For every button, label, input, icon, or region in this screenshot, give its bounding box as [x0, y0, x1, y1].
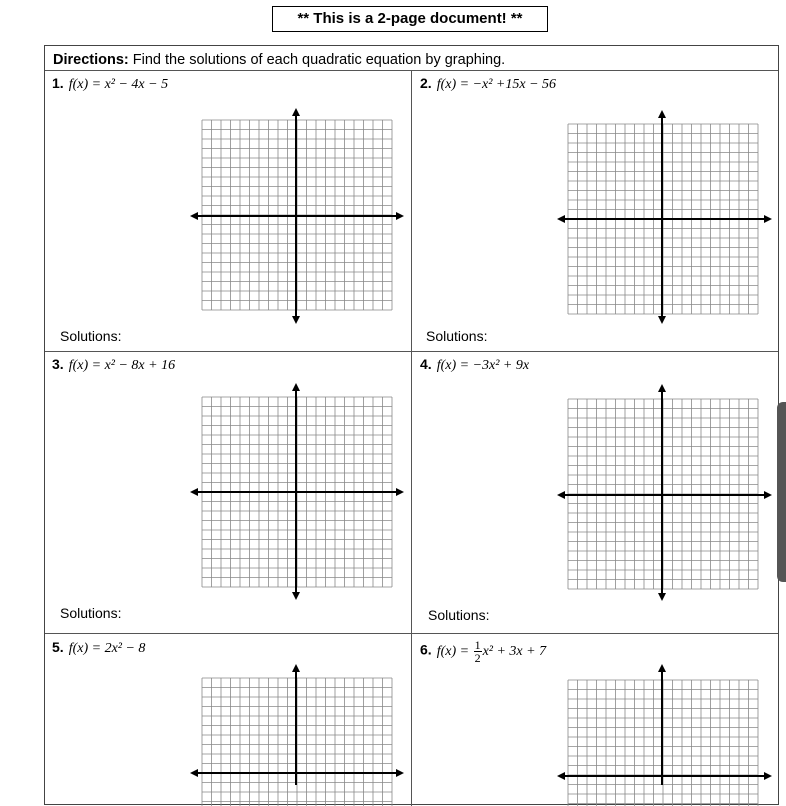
problem-5-label — [52, 639, 145, 657]
problem-2-equation: f(x) = −x² +15x − 56 — [436, 77, 557, 92]
problem-3-equation: f(x) = x² − 8x + 16 — [68, 358, 176, 373]
scrollbar-handle[interactable] — [777, 402, 786, 582]
one-half-fraction — [474, 639, 482, 664]
coordinate-grid-3[interactable] — [184, 377, 410, 606]
problem-1-equation: f(x) = x² − 4x − 5 — [68, 77, 169, 92]
problem-6-equation-start: f(x) = — [436, 643, 470, 659]
problem-4-solutions: Solutions: — [428, 607, 490, 623]
problem-5-number: 5. — [52, 639, 64, 655]
coordinate-grid-4[interactable] — [551, 378, 778, 607]
column-divider — [411, 70, 412, 806]
problem-2-number: 2. — [420, 75, 432, 91]
fraction-denominator: 2 — [474, 651, 481, 665]
problem-6-equation-end: x² + 3x + 7 — [482, 643, 547, 659]
problem-1-solutions: Solutions: — [60, 328, 122, 344]
problem-4-number: 4. — [420, 356, 432, 372]
problem-5-equation: f(x) = 2x² − 8 — [68, 641, 146, 656]
coordinate-grid-2[interactable] — [551, 104, 778, 330]
problem-3-label — [52, 356, 175, 374]
problem-3-solutions: Solutions: — [60, 605, 122, 621]
fraction-numerator: 1 — [474, 638, 481, 652]
problem-3-number: 3. — [52, 356, 64, 372]
directions-text: Find the solutions of each quadratic equation by graphing. — [132, 52, 506, 68]
problem-6-number: 6. — [420, 641, 432, 658]
problem-2-label — [420, 75, 556, 93]
directions-label: Directions: — [53, 52, 129, 68]
problem-1-number: 1. — [52, 75, 64, 91]
coordinate-grid-1[interactable] — [184, 102, 410, 330]
page-notice: ** This is a 2-page document! ** — [272, 6, 548, 32]
problem-6-label — [420, 639, 546, 664]
problem-4-label — [420, 356, 529, 374]
coordinate-grid-5[interactable] — [184, 658, 410, 795]
problem-2-solutions: Solutions: — [426, 328, 488, 344]
directions — [53, 52, 505, 68]
coordinate-grid-6[interactable] — [551, 658, 778, 795]
problem-4-equation: f(x) = −3x² + 9x — [436, 358, 530, 373]
problem-1-label — [52, 75, 168, 93]
